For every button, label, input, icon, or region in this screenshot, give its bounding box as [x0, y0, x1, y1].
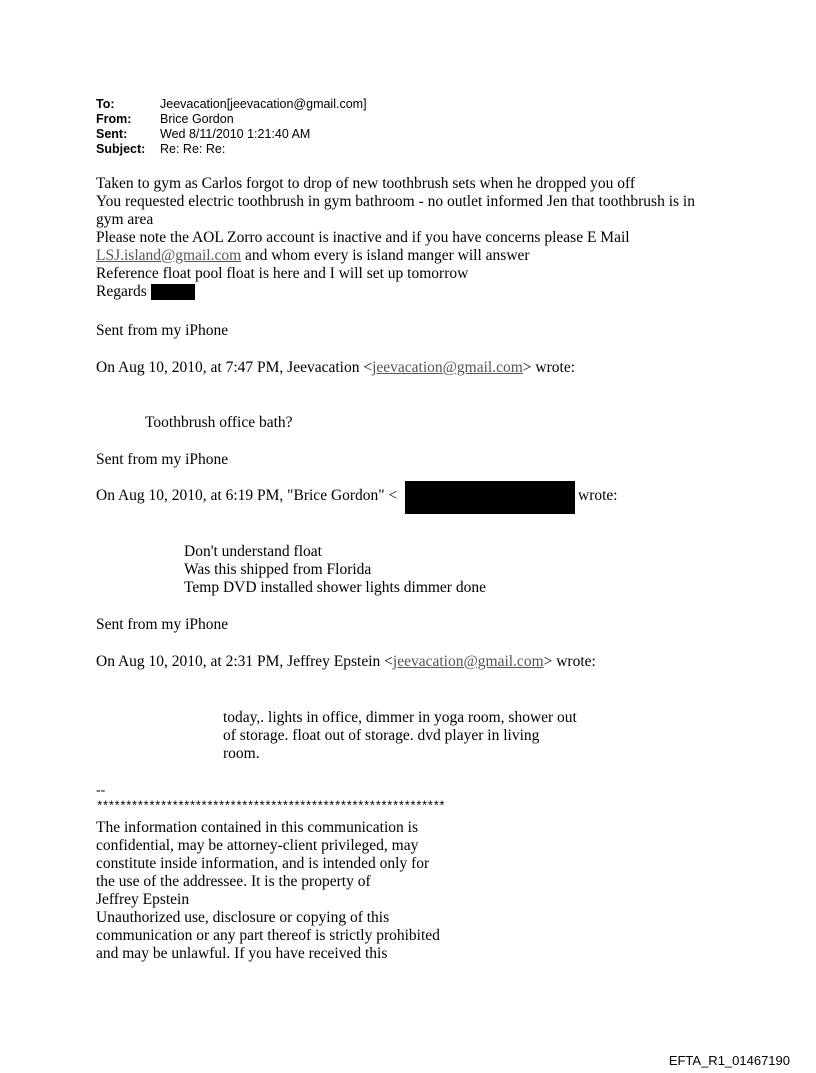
- signature-stars: ************************************************************: [96, 800, 445, 814]
- disclaimer-line: The information contained in this communication is: [96, 819, 418, 836]
- message-line: gym area: [96, 211, 154, 228]
- message-line: [96, 283, 695, 301]
- quote-intro: On Aug 10, 2010, at 2:31 PM, Jeffrey Epstein <: [96, 653, 393, 670]
- quoted-message-2: [184, 543, 486, 597]
- signature-separator: [96, 783, 444, 815]
- message-line: Taken to gym as Carlos forgot to drop of new toothbrush sets when he dropped you off: [96, 175, 636, 192]
- island-email-link[interactable]: LSJ.island@gmail.com: [96, 247, 242, 264]
- jeevacation-email-link[interactable]: jeevacation@gmail.com: [372, 359, 523, 376]
- subject-row: [96, 142, 367, 157]
- disclaimer-line: Unauthorized use, disclosure or copying of this: [96, 909, 390, 926]
- disclaimer-line: confidential, may be attorney-client privileged, may: [96, 837, 419, 854]
- message-line: Was this shipped from Florida: [184, 561, 372, 578]
- quote-wrote: wrote:: [578, 487, 618, 504]
- to-row: [96, 97, 367, 112]
- message-line: Don't understand float: [184, 543, 322, 560]
- disclaimer-line: communication or any part thereof is strictly prohibited: [96, 927, 440, 944]
- message-line: Temp DVD installed shower lights dimmer done: [184, 579, 486, 596]
- quote-header-2: On Aug 10, 2010, at 6:19 PM, "Brice Gordon" <: [96, 487, 398, 504]
- disclaimer-line: the use of the addressee. It is the property of: [96, 873, 371, 890]
- to-value: Jeevacation[jeevacation@gmail.com]: [160, 97, 367, 111]
- quoted-message-3: [223, 709, 577, 763]
- quote-intro: On Aug 10, 2010, at 7:47 PM, Jeevacation <: [96, 359, 373, 376]
- regards-text: Regards: [96, 283, 151, 300]
- message-text: and whom every is island manger will answer: [241, 247, 530, 264]
- message-line: of storage. float out of storage. dvd player in living: [223, 727, 540, 744]
- message-line: room.: [223, 745, 260, 762]
- sent-row: [96, 127, 367, 142]
- message-line: You requested electric toothbrush in gym bathroom - no outlet informed Jen that toothbrush is in: [96, 193, 695, 210]
- quote-header-1: [96, 359, 575, 377]
- redaction-block: [151, 284, 195, 300]
- email-header: [96, 97, 367, 157]
- subject-label: Subject:: [96, 142, 146, 156]
- quote-wrote: > wrote:: [543, 653, 596, 670]
- subject-value: Re: Re: Re:: [160, 142, 226, 156]
- sent-from-iphone-3: Sent from my iPhone: [96, 616, 229, 633]
- to-label: To:: [96, 97, 115, 111]
- redaction-block: [405, 481, 575, 514]
- legal-disclaimer: [96, 819, 440, 963]
- message-body-1: [96, 175, 695, 301]
- jeevacation-email-link[interactable]: jeevacation@gmail.com: [392, 653, 544, 670]
- signature-dashes: --: [96, 783, 106, 798]
- message-line: Reference float pool float is here and I will set up tomorrow: [96, 265, 469, 282]
- message-line: [96, 247, 695, 265]
- sent-value: Wed 8/11/2010 1:21:40 AM: [160, 127, 311, 141]
- from-label: From:: [96, 112, 132, 126]
- message-line: Please note the AOL Zorro account is inactive and if you have concerns please E Mail: [96, 229, 630, 246]
- document-id: EFTA_R1_01467190: [668, 1053, 790, 1068]
- message-line: today,. lights in office, dimmer in yoga room, shower out: [223, 709, 577, 726]
- sent-label: Sent:: [96, 127, 128, 141]
- disclaimer-line: constitute inside information, and is intended only for: [96, 855, 430, 872]
- quote-wrote: > wrote:: [522, 359, 576, 376]
- from-row: [96, 112, 367, 127]
- sent-from-iphone-1: Sent from my iPhone: [96, 322, 229, 339]
- disclaimer-line: and may be unlawful. If you have received this: [96, 945, 388, 962]
- sent-from-iphone-2: Sent from my iPhone: [96, 451, 229, 468]
- quote-header-3: [96, 653, 596, 671]
- disclaimer-line: Jeffrey Epstein: [96, 891, 190, 908]
- from-value: Brice Gordon: [160, 112, 234, 126]
- quoted-message-1: Toothbrush office bath?: [145, 414, 293, 431]
